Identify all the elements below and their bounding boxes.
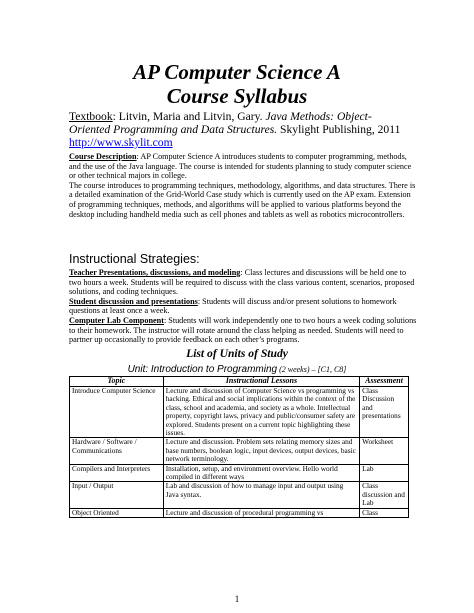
table-header-row (70, 377, 409, 387)
textbook-authors: : Litvin, Maria and Litvin, Gary. (112, 110, 266, 123)
cell-topic: Input / Output (70, 482, 164, 508)
student-label: Student discussion and presentations (69, 296, 198, 306)
cell-lesson: Lecture and discussion of Computer Science vs programming vs hacking. Ethical and social implications within the context of the class, school and academia, and society as a whole. Intellectual property, copyright laws, privacy and public/consumer safety are explored. Students present on a current topic highlighting these issues. (163, 387, 359, 438)
textbook-title: Java Methods: Object-Oriented Programming and Data Structures. (69, 110, 372, 136)
teacher-text: : Class lectures and discussions will be held one to two hours a week. Students will be required to discuss with the class various content, scenarios, proposed solutions, and coding techniques. (69, 268, 415, 297)
teacher-label: Teacher Presentations, discussions, and modeling (69, 268, 241, 277)
page-number: 1 (234, 594, 240, 604)
unit-codes: – [C1, C8] (309, 365, 347, 374)
table-row (70, 482, 409, 508)
course-title: AP Computer Science A (133, 60, 341, 84)
units-table (69, 376, 409, 518)
cell-lesson: Lab and discussion of how to manage input and output using Java syntax. (163, 482, 359, 508)
table-row (70, 508, 409, 517)
table-row (70, 387, 409, 438)
cell-topic: Hardware / Software / Communications (70, 438, 164, 464)
textbook-publisher: Skylight Publishing, 2011 (277, 123, 401, 136)
cell-assessment: Class Discussion and presentations (360, 387, 409, 438)
cell-topic: Compilers and Interpreters (70, 464, 164, 482)
description-text: : AP Computer Science A introduces students to computer programming, methods, and the use of the Java language. The course is intended for students planning to study computer science or other technical majors in college. (69, 152, 412, 181)
lab-text: : Students will work independently one to two hours a week coding solutions to their homework. The instructor will rotate around the class helping as needed. Students will need to partner up occasionally to provide feedback on each other’s programs. (69, 315, 417, 345)
header-lessons: Instructional Lessons (163, 377, 359, 387)
course-description (69, 152, 419, 219)
cell-lesson: Installation, setup, and environment overview. Hello world compiled in different ways (163, 464, 359, 482)
units-list-title: List of Units of Study (186, 347, 288, 360)
unit-title: Unit: Introduction to Programming (127, 364, 278, 375)
cell-topic: Introduce Computer Science (70, 387, 164, 438)
textbook-url-link[interactable]: http://www.skylit.com (69, 136, 173, 149)
lab-label: Computer Lab Component (69, 315, 164, 325)
cell-assessment: Worksheet (360, 438, 409, 464)
cell-lesson: Lecture and discussion of procedural programming vs (163, 508, 359, 517)
unit-weeks: (2 weeks) (277, 365, 310, 374)
strategies-heading: Instructional Strategies: (69, 252, 200, 266)
cell-topic: Object Oriented (70, 508, 164, 517)
table-row (70, 464, 409, 482)
unit-heading (0, 364, 474, 375)
course-subtitle: Course Syllabus (166, 84, 308, 108)
student-text: : Students will discuss and/or present solutions to homework questions at least once a week. (69, 296, 397, 316)
strategies-body (69, 268, 419, 345)
cell-assessment: Class discussion and Lab (360, 482, 409, 508)
table-row (70, 438, 409, 464)
cell-lesson: Lecture and discussion. Problem sets relating memory sizes and base numbers, boolean logic, input devices, output devices, basic network terminology. (163, 438, 359, 464)
header-topic: Topic (70, 377, 164, 387)
header-assessment: Assessment (360, 377, 409, 387)
textbook-info (69, 110, 409, 149)
textbook-label: Textbook (69, 110, 113, 123)
description-label: Course Description (69, 152, 137, 161)
description-text-2: The course introduces to programming techniques, methodology, algorithms, and data structures. There is a detailed examination of the Grid-World Case study which is currently used on the AP exam. Extension of programming techniques, methods, and algorithms will be applied to various platforms beyond the desktop including handheld media such as cell phones and tablets as well as robotics microcontrollers. (69, 180, 416, 219)
cell-assessment: Lab (360, 464, 409, 482)
cell-assessment: Class (360, 508, 409, 517)
